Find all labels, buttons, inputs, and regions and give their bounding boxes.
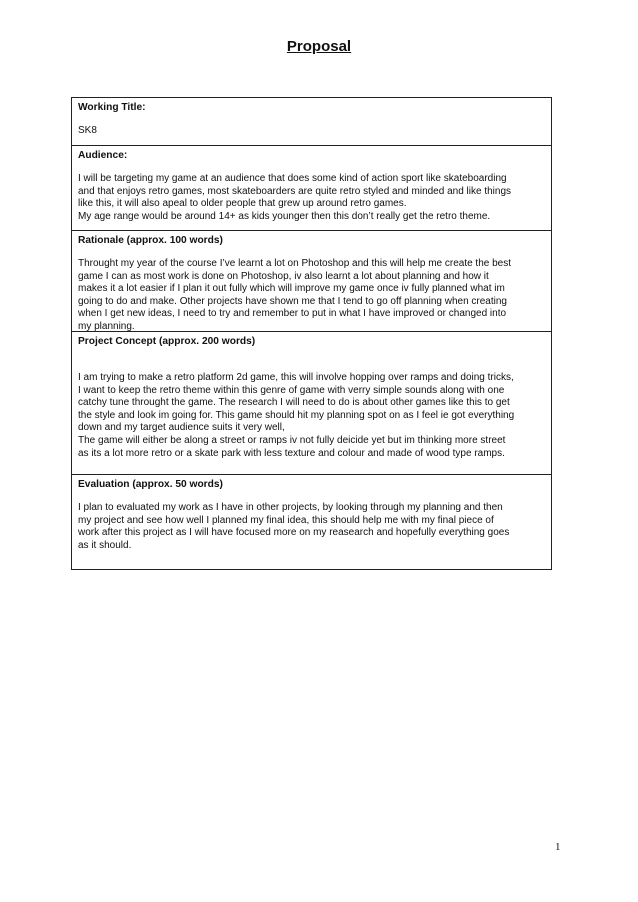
project-concept-section [72, 331, 551, 474]
working-title-section [72, 98, 551, 145]
rationale-heading: Rationale (approx. 100 words) [78, 235, 223, 246]
project-concept-text: I am trying to make a retro platform 2d game, this will involve hopping over ramps and doing tricks, I want to keep the retro theme within this genre of game with verry simple sounds along with one catchy tune throught the game. The research I will need to do is about other games like this to get the style and look im going for. This game should hit my planning spot on as I feel ie got everything down and my target audience suits it very well, The game will either be along a street or ramps iv not fully deicide yet but im thinking more street as its a lot more retro or a skate park with less texture and colour and made of wood type ramps. [78, 372, 515, 459]
rationale-text: Throught my year of the course I’ve learnt a lot on Photoshop and this will help me create the best game I can as most work is done on Photoshop, iv also learnt a lot about planning and how it makes it a lot easier if I plan it out fully which will improve my game once iv fully planned what im going to do and make. Other projects have shown me that I tend to go off planning when creating when I get new ideas, I need to try and remember to put in what I have improved or changed into my planning. [78, 258, 512, 331]
proposal-form-table [71, 97, 552, 570]
rationale-section [72, 230, 551, 331]
project-concept-heading: Project Concept (approx. 200 words) [78, 336, 256, 347]
evaluation-section [72, 474, 551, 569]
evaluation-heading: Evaluation (approx. 50 words) [78, 479, 223, 490]
audience-text: I will be targeting my game at an audience that does some kind of action sport like skateboarding and that enjoys retro games, most skateboarders are quite retro styled and minded and like things like this, it will also apeal to older people that grew up around retro games. My age range would be around 14+ as kids younger then this don’t really get the retro theme. [78, 173, 512, 222]
evaluation-text: I plan to evaluated my work as I have in other projects, by looking through my planning and then my project and see how well I planned my final idea, this should help me with my final piece of work after this project as I will have focused more on my reasearch and hopefully everything goes as it should. [78, 502, 510, 551]
audience-section [72, 145, 551, 230]
audience-heading: Audience: [78, 150, 128, 161]
working-title-value: SK8 [78, 125, 97, 136]
working-title-heading: Working Title: [78, 102, 146, 113]
page-title: Proposal [286, 38, 352, 55]
page-number: 1 [555, 841, 561, 853]
